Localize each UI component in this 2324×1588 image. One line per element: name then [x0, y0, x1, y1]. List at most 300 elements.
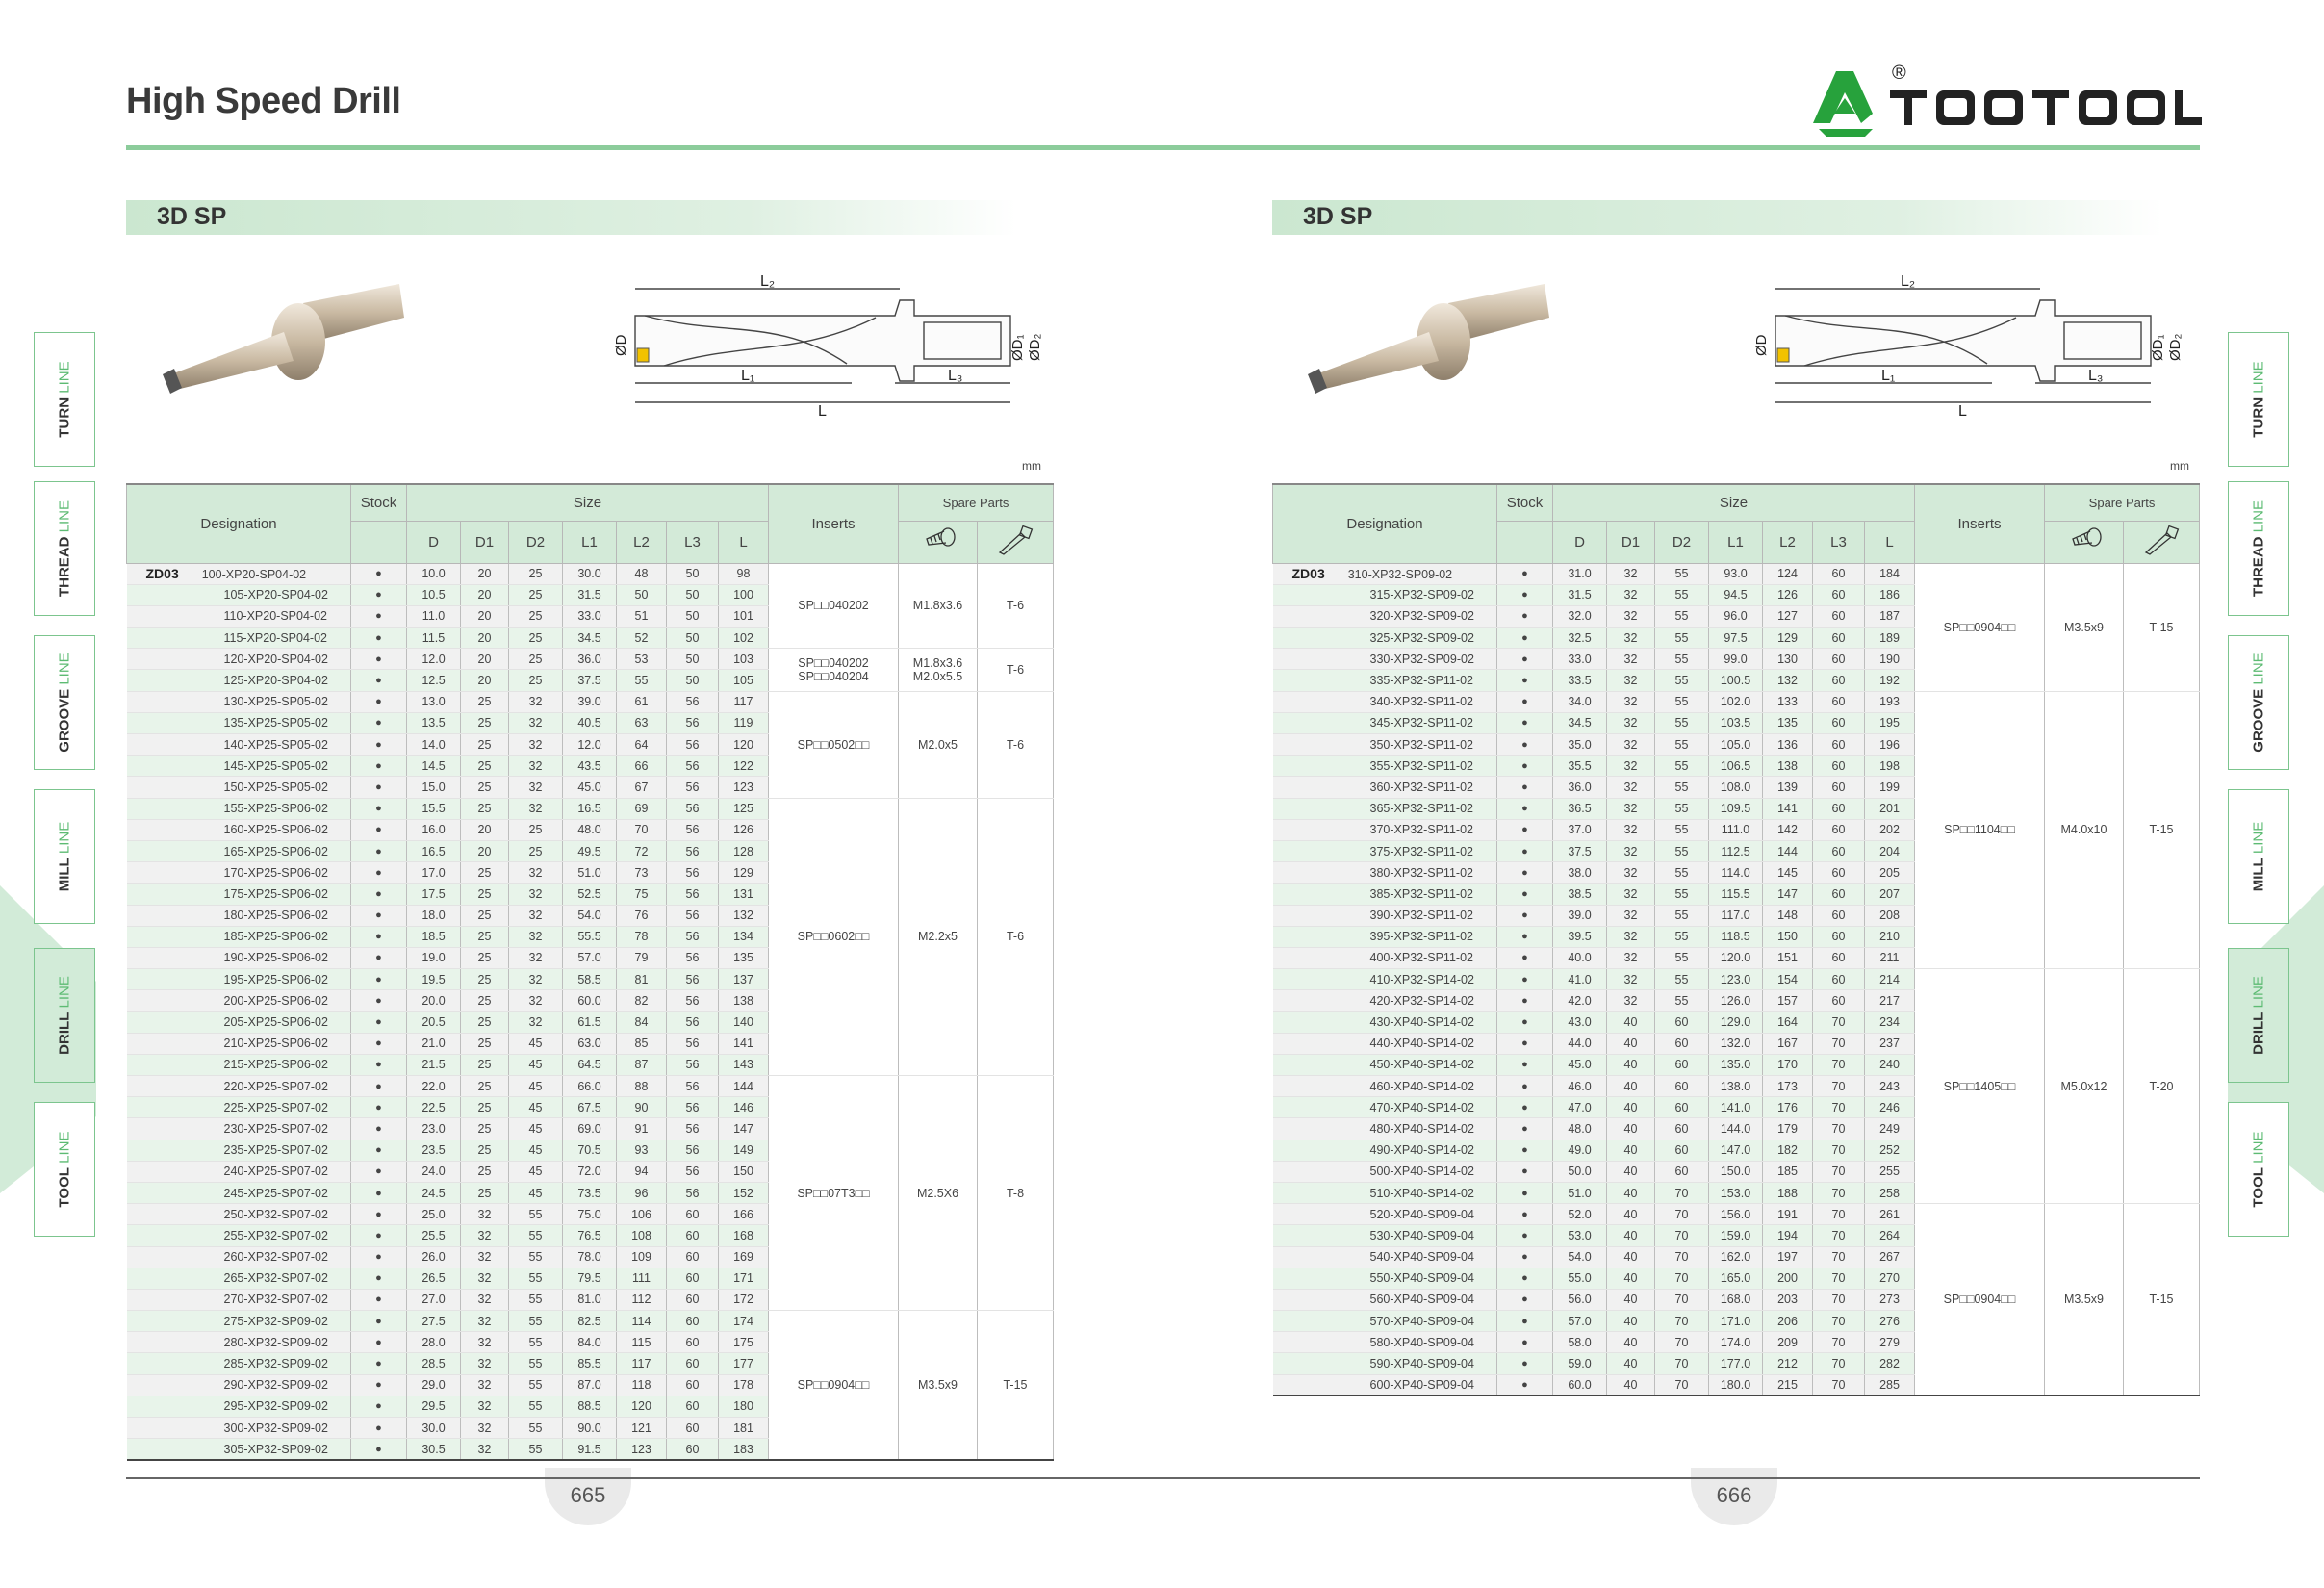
designation-cell: 580-XP40-SP09-04 [1273, 1332, 1497, 1353]
size-cell: 144 [719, 1076, 769, 1097]
size-cell: 60 [1655, 1076, 1709, 1097]
stock-indicator: ● [351, 1161, 407, 1182]
size-cell: 31.5 [1553, 584, 1607, 605]
size-cell: 103 [719, 649, 769, 670]
size-cell: 55 [509, 1246, 563, 1268]
unit-label: mm [2170, 459, 2189, 473]
stock-indicator: ● [351, 1332, 407, 1353]
size-cell: 25 [509, 584, 563, 605]
screw-size: M1.8x3.6 M2.0x5.5 [899, 649, 978, 691]
size-cell: 246 [1865, 1097, 1915, 1118]
size-cell: 55 [1655, 670, 1709, 691]
size-cell: 100 [719, 584, 769, 605]
stock-indicator: ● [1497, 691, 1553, 712]
drill-photo [1294, 274, 1564, 399]
stock-indicator: ● [351, 862, 407, 884]
size-cell: 55 [509, 1418, 563, 1439]
stock-indicator: ● [351, 798, 407, 819]
size-cell: 24.5 [407, 1182, 461, 1203]
stock-indicator: ● [1497, 1374, 1553, 1396]
size-cell: 147 [719, 1118, 769, 1140]
designation-cell: 280-XP32-SP09-02 [127, 1332, 351, 1353]
size-cell: 60 [1813, 947, 1865, 968]
stock-indicator: ● [1497, 1268, 1553, 1289]
drill-photo [149, 274, 419, 399]
size-cell: 40 [1607, 1246, 1655, 1268]
key-size: T-15 [2124, 691, 2200, 968]
size-cell: 144.0 [1709, 1118, 1763, 1140]
size-cell: 45 [509, 1182, 563, 1203]
size-cell: 23.5 [407, 1140, 461, 1161]
size-cell: 40 [1607, 1332, 1655, 1353]
size-cell: 58.0 [1553, 1332, 1607, 1353]
size-cell: 73 [617, 862, 667, 884]
size-cell: 13.5 [407, 712, 461, 733]
col-size: Size [407, 484, 769, 521]
svg-text:ØD₂: ØD₂ [2167, 333, 2184, 361]
stock-indicator: ● [1497, 1054, 1553, 1075]
size-cell: 40.0 [1553, 947, 1607, 968]
size-cell: 60 [1655, 1161, 1709, 1182]
table-row [127, 798, 1054, 819]
torx-key-icon [978, 521, 1054, 563]
size-cell: 60 [1655, 1033, 1709, 1054]
size-cell: 20 [461, 649, 509, 670]
size-cell: 32 [509, 884, 563, 905]
col-spare-parts: Spare Parts [2045, 484, 2200, 521]
size-cell: 56 [667, 1054, 719, 1075]
size-cell: 47.0 [1553, 1097, 1607, 1118]
size-cell: 37.5 [1553, 840, 1607, 861]
col-l2: L2 [617, 521, 667, 563]
size-cell: 16.0 [407, 819, 461, 840]
size-cell: 78.0 [563, 1246, 617, 1268]
size-cell: 141.0 [1709, 1097, 1763, 1118]
size-cell: 20 [461, 670, 509, 691]
size-cell: 82 [617, 990, 667, 1012]
size-cell: 60 [1813, 777, 1865, 798]
stock-indicator: ● [351, 947, 407, 968]
size-cell: 132 [719, 905, 769, 926]
size-cell: 14.0 [407, 734, 461, 756]
table-row [127, 1311, 1054, 1332]
size-cell: 56 [667, 798, 719, 819]
size-cell: 45 [509, 1097, 563, 1118]
designation-cell: 490-XP40-SP14-02 [1273, 1140, 1497, 1161]
size-cell: 32 [461, 1439, 509, 1460]
size-cell: 43.5 [563, 756, 617, 777]
size-cell: 55 [1655, 734, 1709, 756]
size-cell: 40 [1607, 1012, 1655, 1033]
designation-cell: 375-XP32-SP11-02 [1273, 840, 1497, 861]
size-cell: 206 [1763, 1311, 1813, 1332]
size-cell: 117 [719, 691, 769, 712]
size-cell: 190 [1865, 649, 1915, 670]
size-cell: 135 [719, 947, 769, 968]
tootool-logo [1809, 44, 2204, 141]
size-cell: 31.5 [563, 584, 617, 605]
size-cell: 25 [509, 563, 563, 584]
designation-cell: 305-XP32-SP09-02 [127, 1439, 351, 1460]
size-cell: 17.0 [407, 862, 461, 884]
size-cell: 30.0 [563, 563, 617, 584]
size-cell: 25 [461, 1012, 509, 1033]
size-cell: 43.0 [1553, 1012, 1607, 1033]
size-cell: 58.5 [563, 969, 617, 990]
size-cell: 114 [617, 1311, 667, 1332]
size-cell: 129.0 [1709, 1012, 1763, 1033]
col-designation: Designation [1273, 484, 1497, 563]
size-cell: 189 [1865, 628, 1915, 649]
size-cell: 84.0 [563, 1332, 617, 1353]
size-cell: 67 [617, 777, 667, 798]
size-cell: 70 [1813, 1374, 1865, 1396]
table-row [127, 691, 1054, 712]
size-cell: 146 [719, 1097, 769, 1118]
size-cell: 54.0 [1553, 1246, 1607, 1268]
size-cell: 40 [1607, 1268, 1655, 1289]
side-tab-thread[interactable]: THREAD LINE [2228, 481, 2289, 616]
side-tab-turn[interactable]: TURN LINE [34, 332, 95, 467]
size-cell: 40.5 [563, 712, 617, 733]
size-cell: 55 [509, 1204, 563, 1225]
size-cell: 127 [1763, 605, 1813, 627]
size-cell: 56.0 [1553, 1289, 1607, 1310]
size-cell: 151 [1763, 947, 1813, 968]
size-cell: 55 [1655, 798, 1709, 819]
size-cell: 177.0 [1709, 1353, 1763, 1374]
stock-indicator: ● [351, 1268, 407, 1289]
stock-indicator: ● [1497, 1246, 1553, 1268]
size-cell: 32 [1607, 649, 1655, 670]
side-tab-mill[interactable]: MILL LINE [2228, 789, 2289, 924]
size-cell: 56 [667, 947, 719, 968]
designation-cell: 560-XP40-SP09-04 [1273, 1289, 1497, 1310]
size-cell: 25 [461, 926, 509, 947]
size-cell: 85 [617, 1033, 667, 1054]
designation-cell: 600-XP40-SP09-04 [1273, 1374, 1497, 1396]
size-cell: 114.0 [1709, 862, 1763, 884]
size-cell: 30.0 [407, 1418, 461, 1439]
size-cell: 70 [1655, 1374, 1709, 1396]
size-cell: 63 [617, 712, 667, 733]
designation-cell: 350-XP32-SP11-02 [1273, 734, 1497, 756]
registered-mark: ® [1892, 63, 1906, 84]
screw-size: M2.2x5 [899, 798, 978, 1075]
size-cell: 20 [461, 628, 509, 649]
size-cell: 55 [1655, 777, 1709, 798]
size-cell: 31.0 [1553, 563, 1607, 584]
size-cell: 133 [1763, 691, 1813, 712]
size-cell: 60.0 [563, 990, 617, 1012]
size-cell: 32 [509, 1012, 563, 1033]
size-cell: 203 [1763, 1289, 1813, 1310]
size-cell: 70 [1813, 1204, 1865, 1225]
side-tab-thread[interactable]: THREAD LINE [34, 481, 95, 616]
designation-cell: 125-XP20-SP04-02 [127, 670, 351, 691]
svg-text:L: L [818, 403, 827, 420]
size-cell: 70 [1813, 1118, 1865, 1140]
size-cell: 147 [1763, 884, 1813, 905]
size-cell: 25 [461, 1097, 509, 1118]
designation-cell: 440-XP40-SP14-02 [1273, 1033, 1497, 1054]
designation-cell: 300-XP32-SP09-02 [127, 1418, 351, 1439]
size-cell: 111 [617, 1268, 667, 1289]
size-cell: 60.0 [1553, 1374, 1607, 1396]
col-l1: L1 [563, 521, 617, 563]
side-tab-mill[interactable]: MILL LINE [34, 789, 95, 924]
size-cell: 40 [1607, 1118, 1655, 1140]
drill-dimension-drawing [1747, 269, 2189, 433]
size-cell: 26.5 [407, 1268, 461, 1289]
size-cell: 264 [1865, 1225, 1915, 1246]
size-cell: 70 [1813, 1353, 1865, 1374]
size-cell: 70 [1813, 1246, 1865, 1268]
size-cell: 148 [1763, 905, 1813, 926]
size-cell: 25 [461, 1118, 509, 1140]
size-cell: 120.0 [1709, 947, 1763, 968]
size-cell: 44.0 [1553, 1033, 1607, 1054]
size-cell: 32 [1607, 905, 1655, 926]
size-cell: 70 [1655, 1289, 1709, 1310]
size-cell: 120 [617, 1396, 667, 1417]
designation-cell: 325-XP32-SP09-02 [1273, 628, 1497, 649]
size-cell: 112 [617, 1289, 667, 1310]
size-cell: 27.0 [407, 1289, 461, 1310]
side-tab-groove[interactable]: GROOVE LINE [2228, 635, 2289, 770]
stock-indicator: ● [351, 840, 407, 861]
size-cell: 122 [719, 756, 769, 777]
insert-code: SP□□07T3□□ [769, 1076, 899, 1311]
size-cell: 149 [719, 1140, 769, 1161]
size-cell: 25 [461, 1054, 509, 1075]
size-cell: 55 [1655, 563, 1709, 584]
screw-icon [899, 521, 978, 563]
size-cell: 82.5 [563, 1311, 617, 1332]
size-cell: 60 [1813, 649, 1865, 670]
size-cell: 145 [1763, 862, 1813, 884]
size-cell: 56 [667, 1097, 719, 1118]
size-cell: 137 [719, 969, 769, 990]
size-cell: 56 [667, 691, 719, 712]
size-cell: 191 [1763, 1204, 1813, 1225]
size-cell: 55 [1655, 756, 1709, 777]
size-cell: 111.0 [1709, 819, 1763, 840]
section-title-bar: 3D SP [126, 200, 1016, 235]
svg-text:ØD: ØD [1753, 334, 1770, 356]
size-cell: 109.5 [1709, 798, 1763, 819]
col-d1: D1 [1607, 521, 1655, 563]
key-size: T-6 [978, 798, 1054, 1075]
size-cell: 54.0 [563, 905, 617, 926]
size-cell: 60 [667, 1246, 719, 1268]
size-cell: 60 [667, 1268, 719, 1289]
size-cell: 55 [509, 1289, 563, 1310]
designation-cell: 240-XP25-SP07-02 [127, 1161, 351, 1182]
col-d: D [1553, 521, 1607, 563]
size-cell: 64.5 [563, 1054, 617, 1075]
col-inserts: Inserts [1915, 484, 2045, 563]
size-cell: 15.0 [407, 777, 461, 798]
size-cell: 94.5 [1709, 584, 1763, 605]
stock-indicator: ● [1497, 1225, 1553, 1246]
designation-cell: 295-XP32-SP09-02 [127, 1396, 351, 1417]
stock-indicator: ● [351, 1396, 407, 1417]
spec-table-665 [126, 483, 1054, 1461]
size-cell: 26.0 [407, 1246, 461, 1268]
size-cell: 72 [617, 840, 667, 861]
size-cell: 32 [461, 1353, 509, 1374]
size-cell: 70 [1813, 1054, 1865, 1075]
size-cell: 33.0 [563, 605, 617, 627]
size-cell: 32 [509, 691, 563, 712]
size-cell: 32 [1607, 563, 1655, 584]
size-cell: 55 [509, 1396, 563, 1417]
size-cell: 60 [1813, 926, 1865, 947]
stock-indicator: ● [351, 990, 407, 1012]
brand-name: TOOTOOL [2002, 44, 2006, 45]
designation-cell: 190-XP25-SP06-02 [127, 947, 351, 968]
size-cell: 55 [509, 1374, 563, 1396]
size-cell: 132 [1763, 670, 1813, 691]
side-tab-turn[interactable]: TURN LINE [2228, 332, 2289, 467]
size-cell: 21.5 [407, 1054, 461, 1075]
size-cell: 64 [617, 734, 667, 756]
size-cell: 37.0 [1553, 819, 1607, 840]
size-cell: 29.5 [407, 1396, 461, 1417]
designation-cell: 285-XP32-SP09-02 [127, 1353, 351, 1374]
stock-indicator: ● [351, 1439, 407, 1460]
side-tab-tool[interactable]: TOOL LINE [34, 1102, 95, 1237]
key-size: T-15 [2124, 563, 2200, 691]
size-cell: 60 [667, 1204, 719, 1225]
designation-cell: 340-XP32-SP11-02 [1273, 691, 1497, 712]
size-cell: 106.5 [1709, 756, 1763, 777]
size-cell: 10.0 [407, 563, 461, 584]
size-cell: 18.0 [407, 905, 461, 926]
stock-indicator: ● [351, 628, 407, 649]
size-cell: 90 [617, 1097, 667, 1118]
size-cell: 55 [509, 1332, 563, 1353]
screw-size: M5.0x12 [2045, 969, 2124, 1204]
designation-cell: 205-XP25-SP06-02 [127, 1012, 351, 1033]
size-cell: 129 [1763, 628, 1813, 649]
size-cell: 50 [667, 584, 719, 605]
size-cell: 42.0 [1553, 990, 1607, 1012]
size-cell: 60 [1813, 798, 1865, 819]
size-cell: 32 [509, 756, 563, 777]
size-cell: 195 [1865, 712, 1915, 733]
size-cell: 100.5 [1709, 670, 1763, 691]
size-cell: 25 [509, 605, 563, 627]
size-cell: 56 [667, 1033, 719, 1054]
side-tab-tool[interactable]: TOOL LINE [2228, 1102, 2289, 1237]
size-cell: 201 [1865, 798, 1915, 819]
side-tab-drill[interactable]: DRILL LINE [34, 948, 95, 1083]
size-cell: 32 [1607, 584, 1655, 605]
size-cell: 25 [509, 670, 563, 691]
svg-text:ØD₁: ØD₁ [2150, 334, 2166, 361]
stock-indicator: ● [351, 884, 407, 905]
designation-cell: 225-XP25-SP07-02 [127, 1097, 351, 1118]
size-cell: 32 [509, 990, 563, 1012]
size-cell: 32 [509, 926, 563, 947]
size-cell: 168 [719, 1225, 769, 1246]
designation-cell: 400-XP32-SP11-02 [1273, 947, 1497, 968]
designation-cell: 230-XP25-SP07-02 [127, 1118, 351, 1140]
size-cell: 81 [617, 969, 667, 990]
size-cell: 40 [1607, 1289, 1655, 1310]
side-tab-drill[interactable]: DRILL LINE [2228, 948, 2289, 1083]
size-cell: 27.5 [407, 1311, 461, 1332]
size-cell: 20 [461, 605, 509, 627]
designation-cell: 380-XP32-SP11-02 [1273, 862, 1497, 884]
size-cell: 32.5 [1553, 628, 1607, 649]
size-cell: 66 [617, 756, 667, 777]
designation-cell: 130-XP25-SP05-02 [127, 691, 351, 712]
size-cell: 60 [1813, 756, 1865, 777]
size-cell: 56 [667, 862, 719, 884]
size-cell: 40 [1607, 1097, 1655, 1118]
size-cell: 34.0 [1553, 691, 1607, 712]
size-cell: 60 [1813, 862, 1865, 884]
size-cell: 141 [1763, 798, 1813, 819]
stock-indicator: ● [351, 563, 407, 584]
size-cell: 132.0 [1709, 1033, 1763, 1054]
svg-text:L₃: L₃ [2088, 368, 2104, 384]
designation-cell: 110-XP20-SP04-02 [127, 605, 351, 627]
size-cell: 52 [617, 628, 667, 649]
stock-indicator: ● [351, 1182, 407, 1203]
size-cell: 55 [1655, 605, 1709, 627]
size-cell: 70 [1655, 1332, 1709, 1353]
stock-indicator: ● [351, 1311, 407, 1332]
size-cell: 70 [1813, 1161, 1865, 1182]
stock-indicator: ● [1497, 605, 1553, 627]
size-cell: 258 [1865, 1182, 1915, 1203]
size-cell: 102.0 [1709, 691, 1763, 712]
size-cell: 261 [1865, 1204, 1915, 1225]
size-cell: 205 [1865, 862, 1915, 884]
side-tab-groove[interactable]: GROOVE LINE [34, 635, 95, 770]
size-cell: 12.5 [407, 670, 461, 691]
stock-indicator: ● [351, 777, 407, 798]
designation-cell: 385-XP32-SP11-02 [1273, 884, 1497, 905]
size-cell: 59.0 [1553, 1353, 1607, 1374]
size-cell: 109 [617, 1246, 667, 1268]
series-code: ZD03 [1291, 566, 1325, 582]
designation-cell: 470-XP40-SP14-02 [1273, 1097, 1497, 1118]
size-cell: 60 [1813, 840, 1865, 861]
designation-cell: 320-XP32-SP09-02 [1273, 605, 1497, 627]
size-cell: 25 [461, 990, 509, 1012]
stock-indicator: ● [1497, 1311, 1553, 1332]
size-cell: 32 [461, 1204, 509, 1225]
page-title: High Speed Drill [126, 81, 401, 121]
size-cell: 217 [1865, 990, 1915, 1012]
size-cell: 57.0 [563, 947, 617, 968]
size-cell: 55.5 [563, 926, 617, 947]
size-cell: 187 [1865, 605, 1915, 627]
size-cell: 32 [1607, 840, 1655, 861]
size-cell: 150 [719, 1161, 769, 1182]
size-cell: 106 [617, 1204, 667, 1225]
size-cell: 66.0 [563, 1076, 617, 1097]
stock-indicator: ● [351, 1033, 407, 1054]
size-cell: 32 [1607, 884, 1655, 905]
size-cell: 56 [667, 819, 719, 840]
series-code: ZD03 [145, 566, 179, 582]
